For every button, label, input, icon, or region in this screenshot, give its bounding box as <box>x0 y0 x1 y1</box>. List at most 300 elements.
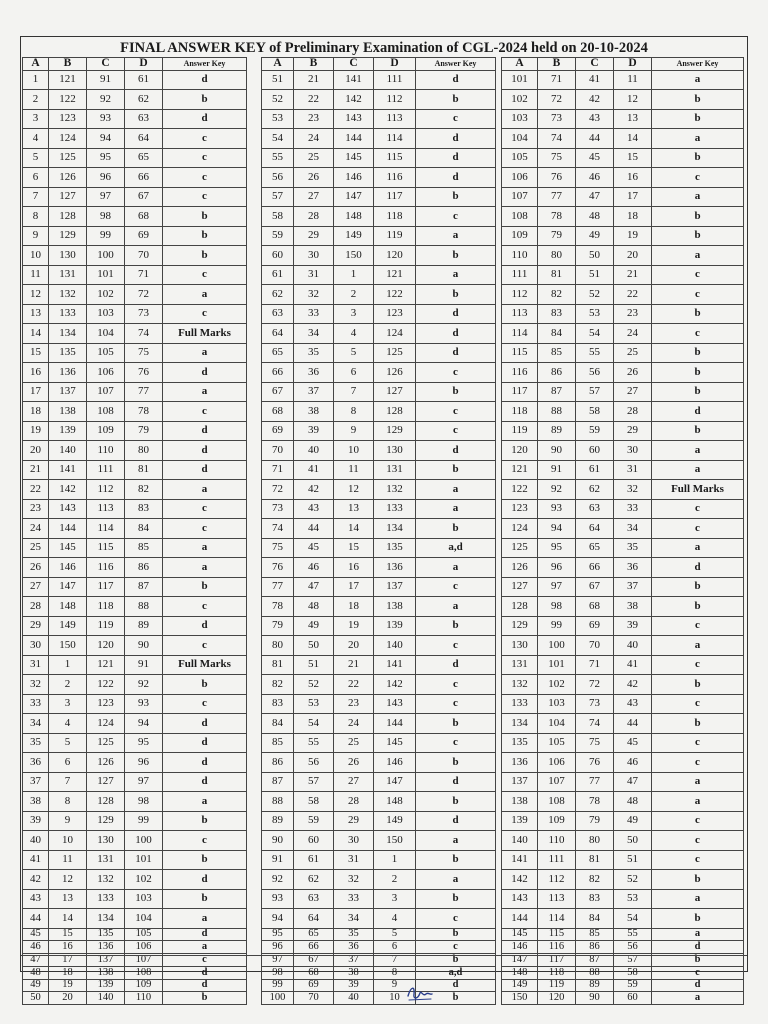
cell-a: 39 <box>23 811 49 831</box>
cell-c: 99 <box>87 226 125 246</box>
cell-b: 41 <box>294 460 334 480</box>
cell-answer-key: c <box>652 655 744 675</box>
cell-d: 53 <box>614 889 652 909</box>
cell-b: 28 <box>294 207 334 227</box>
cell-c: 2 <box>334 285 374 305</box>
cell-a: 139 <box>502 811 538 831</box>
cell-answer-key: d <box>416 129 496 149</box>
cell-a: 131 <box>502 655 538 675</box>
table-row <box>502 636 744 656</box>
cell-d: 113 <box>374 109 416 129</box>
table-row <box>262 636 496 656</box>
cell-a: 62 <box>262 285 294 305</box>
table-row <box>23 70 247 90</box>
table-row <box>262 941 496 954</box>
cell-c: 58 <box>576 402 614 422</box>
cell-b: 112 <box>538 870 576 890</box>
cell-c: 70 <box>576 636 614 656</box>
cell-a: 108 <box>502 207 538 227</box>
cell-a: 54 <box>262 129 294 149</box>
cell-a: 149 <box>502 979 538 992</box>
cell-answer-key: c <box>163 954 247 967</box>
cell-b: 72 <box>538 90 576 110</box>
cell-b: 86 <box>538 363 576 383</box>
cell-a: 40 <box>23 831 49 851</box>
table-row <box>23 616 247 636</box>
cell-d: 127 <box>374 382 416 402</box>
cell-c: 64 <box>576 519 614 539</box>
cell-answer-key: b <box>416 714 496 734</box>
table-row <box>23 441 247 461</box>
cell-c: 115 <box>87 538 125 558</box>
cell-answer-key: b <box>163 226 247 246</box>
cell-d: 4 <box>374 909 416 929</box>
cell-b: 76 <box>538 168 576 188</box>
table-row <box>502 265 744 285</box>
cell-a: 80 <box>262 636 294 656</box>
cell-a: 33 <box>23 694 49 714</box>
cell-b: 97 <box>538 577 576 597</box>
header-b: B <box>49 58 87 71</box>
cell-answer-key: a <box>652 889 744 909</box>
cell-a: 119 <box>502 421 538 441</box>
cell-b: 147 <box>49 577 87 597</box>
cell-b: 148 <box>49 597 87 617</box>
cell-d: 110 <box>125 992 163 1005</box>
cell-d: 74 <box>125 324 163 344</box>
table-row <box>502 90 744 110</box>
cell-b: 16 <box>49 941 87 954</box>
cell-a: 41 <box>23 850 49 870</box>
cell-d: 114 <box>374 129 416 149</box>
cell-c: 48 <box>576 207 614 227</box>
cell-d: 148 <box>374 792 416 812</box>
cell-c: 71 <box>576 655 614 675</box>
cell-d: 116 <box>374 168 416 188</box>
cell-d: 71 <box>125 265 163 285</box>
cell-a: 106 <box>502 168 538 188</box>
cell-a: 53 <box>262 109 294 129</box>
cell-a: 137 <box>502 772 538 792</box>
table-row <box>262 129 496 149</box>
cell-c: 93 <box>87 109 125 129</box>
table-row <box>23 324 247 344</box>
header-b: B <box>538 58 576 71</box>
cell-a: 5 <box>23 148 49 168</box>
cell-a: 35 <box>23 733 49 753</box>
table-row <box>23 226 247 246</box>
table-row <box>262 226 496 246</box>
cell-answer-key: a <box>652 441 744 461</box>
cell-c: 49 <box>576 226 614 246</box>
cell-answer-key: a <box>163 285 247 305</box>
table-row <box>502 577 744 597</box>
cell-c: 87 <box>576 954 614 967</box>
cell-b: 20 <box>49 992 87 1005</box>
cell-b: 4 <box>49 714 87 734</box>
table-row <box>262 382 496 402</box>
cell-answer-key: d <box>416 304 496 324</box>
cell-a: 43 <box>23 889 49 909</box>
cell-b: 145 <box>49 538 87 558</box>
cell-c: 85 <box>576 928 614 941</box>
header-d: D <box>125 58 163 71</box>
cell-c: 35 <box>334 928 374 941</box>
table-row <box>502 402 744 422</box>
cell-c: 89 <box>576 979 614 992</box>
cell-a: 74 <box>262 519 294 539</box>
cell-answer-key: c <box>416 941 496 954</box>
cell-c: 103 <box>87 304 125 324</box>
cell-a: 29 <box>23 616 49 636</box>
cell-d: 21 <box>614 265 652 285</box>
cell-d: 126 <box>374 363 416 383</box>
cell-b: 88 <box>538 402 576 422</box>
cell-b: 49 <box>294 616 334 636</box>
cell-c: 46 <box>576 168 614 188</box>
cell-d: 48 <box>614 792 652 812</box>
answer-table-block-2 <box>261 57 496 1005</box>
table-row <box>262 207 496 227</box>
cell-b: 2 <box>49 675 87 695</box>
table-row <box>502 460 744 480</box>
table-row <box>23 870 247 890</box>
cell-c: 104 <box>87 324 125 344</box>
cell-b: 68 <box>294 966 334 979</box>
cell-c: 68 <box>576 597 614 617</box>
cell-a: 114 <box>502 324 538 344</box>
cell-answer-key: b <box>163 90 247 110</box>
cell-c: 63 <box>576 499 614 519</box>
cell-b: 96 <box>538 558 576 578</box>
cell-d: 33 <box>614 499 652 519</box>
cell-b: 21 <box>294 70 334 90</box>
cell-answer-key: a <box>163 382 247 402</box>
cell-c: 54 <box>576 324 614 344</box>
table-row <box>23 187 247 207</box>
table-row <box>23 363 247 383</box>
cell-c: 81 <box>576 850 614 870</box>
cell-b: 92 <box>538 480 576 500</box>
cell-d: 143 <box>374 694 416 714</box>
cell-answer-key: b <box>416 992 496 1005</box>
cell-d: 85 <box>125 538 163 558</box>
cell-c: 148 <box>334 207 374 227</box>
cell-b: 109 <box>538 811 576 831</box>
table-row <box>23 831 247 851</box>
cell-a: 56 <box>262 168 294 188</box>
cell-a: 98 <box>262 966 294 979</box>
cell-d: 54 <box>614 909 652 929</box>
cell-a: 57 <box>262 187 294 207</box>
answer-table-block-1 <box>22 57 247 1005</box>
cell-b: 25 <box>294 148 334 168</box>
table-row <box>502 850 744 870</box>
cell-c: 73 <box>576 694 614 714</box>
cell-b: 26 <box>294 168 334 188</box>
cell-a: 122 <box>502 480 538 500</box>
cell-c: 121 <box>87 655 125 675</box>
cell-answer-key: b <box>652 304 744 324</box>
cell-d: 145 <box>374 733 416 753</box>
cell-answer-key: b <box>652 109 744 129</box>
cell-a: 72 <box>262 480 294 500</box>
cell-c: 36 <box>334 941 374 954</box>
cell-a: 142 <box>502 870 538 890</box>
cell-c: 112 <box>87 480 125 500</box>
cell-c: 149 <box>334 226 374 246</box>
cell-b: 84 <box>538 324 576 344</box>
cell-d: 121 <box>374 265 416 285</box>
cell-answer-key: a <box>416 597 496 617</box>
cell-answer-key: c <box>416 577 496 597</box>
cell-answer-key: d <box>416 324 496 344</box>
cell-d: 47 <box>614 772 652 792</box>
cell-b: 32 <box>294 285 334 305</box>
cell-c: 22 <box>334 675 374 695</box>
cell-b: 46 <box>294 558 334 578</box>
table-row <box>262 928 496 941</box>
cell-a: 16 <box>23 363 49 383</box>
cell-a: 130 <box>502 636 538 656</box>
table-row <box>262 499 496 519</box>
cell-answer-key: c <box>163 519 247 539</box>
cell-c: 45 <box>576 148 614 168</box>
cell-d: 140 <box>374 636 416 656</box>
cell-a: 141 <box>502 850 538 870</box>
cell-a: 50 <box>23 992 49 1005</box>
cell-d: 119 <box>374 226 416 246</box>
table-row <box>262 519 496 539</box>
cell-answer-key: c <box>652 285 744 305</box>
cell-b: 134 <box>49 324 87 344</box>
cell-d: 67 <box>125 187 163 207</box>
cell-a: 117 <box>502 382 538 402</box>
table-row <box>502 811 744 831</box>
cell-a: 113 <box>502 304 538 324</box>
cell-b: 122 <box>49 90 87 110</box>
cell-a: 32 <box>23 675 49 695</box>
cell-c: 25 <box>334 733 374 753</box>
cell-a: 66 <box>262 363 294 383</box>
cell-answer-key: b <box>416 954 496 967</box>
table-row <box>23 499 247 519</box>
cell-c: 52 <box>576 285 614 305</box>
cell-c: 55 <box>576 343 614 363</box>
cell-a: 100 <box>262 992 294 1005</box>
header-a: A <box>262 58 294 71</box>
table-row <box>262 979 496 992</box>
cell-a: 99 <box>262 979 294 992</box>
cell-c: 74 <box>576 714 614 734</box>
cell-d: 125 <box>374 343 416 363</box>
cell-a: 18 <box>23 402 49 422</box>
cell-d: 90 <box>125 636 163 656</box>
cell-a: 128 <box>502 597 538 617</box>
cell-b: 66 <box>294 941 334 954</box>
cell-a: 26 <box>23 558 49 578</box>
cell-d: 9 <box>374 979 416 992</box>
table-row <box>23 636 247 656</box>
cell-b: 95 <box>538 538 576 558</box>
cell-a: 24 <box>23 519 49 539</box>
cell-c: 34 <box>334 909 374 929</box>
cell-a: 126 <box>502 558 538 578</box>
cell-d: 64 <box>125 129 163 149</box>
cell-d: 46 <box>614 753 652 773</box>
cell-a: 31 <box>23 655 49 675</box>
table-row <box>502 168 744 188</box>
cell-b: 93 <box>538 499 576 519</box>
cell-b: 12 <box>49 870 87 890</box>
cell-d: 7 <box>374 954 416 967</box>
cell-b: 14 <box>49 909 87 929</box>
cell-d: 91 <box>125 655 163 675</box>
cell-d: 150 <box>374 831 416 851</box>
cell-d: 97 <box>125 772 163 792</box>
cell-b: 113 <box>538 889 576 909</box>
cell-d: 80 <box>125 441 163 461</box>
cell-d: 14 <box>614 129 652 149</box>
table-row <box>502 992 744 1005</box>
cell-c: 108 <box>87 402 125 422</box>
signature-mark-icon <box>405 982 435 1004</box>
table-row <box>23 246 247 266</box>
table-row <box>23 928 247 941</box>
cell-answer-key: d <box>652 402 744 422</box>
cell-d: 15 <box>614 148 652 168</box>
cell-answer-key: b <box>163 207 247 227</box>
cell-answer-key: d <box>416 811 496 831</box>
cell-a: 19 <box>23 421 49 441</box>
cell-b: 58 <box>294 792 334 812</box>
cell-a: 4 <box>23 129 49 149</box>
cell-c: 79 <box>576 811 614 831</box>
cell-c: 132 <box>87 870 125 890</box>
cell-b: 71 <box>538 70 576 90</box>
table-row <box>262 304 496 324</box>
cell-answer-key: a <box>416 265 496 285</box>
table-row <box>23 675 247 695</box>
cell-d: 41 <box>614 655 652 675</box>
cell-b: 121 <box>49 70 87 90</box>
cell-a: 7 <box>23 187 49 207</box>
cell-c: 51 <box>576 265 614 285</box>
cell-b: 60 <box>294 831 334 851</box>
table-row <box>502 480 744 500</box>
table-row <box>23 421 247 441</box>
cell-answer-key: b <box>652 207 744 227</box>
cell-c: 21 <box>334 655 374 675</box>
cell-b: 123 <box>49 109 87 129</box>
cell-c: 11 <box>334 460 374 480</box>
cell-a: 73 <box>262 499 294 519</box>
cell-d: 78 <box>125 402 163 422</box>
cell-c: 94 <box>87 129 125 149</box>
cell-c: 33 <box>334 889 374 909</box>
cell-c: 14 <box>334 519 374 539</box>
table-row <box>502 538 744 558</box>
cell-d: 5 <box>374 928 416 941</box>
footer-rule <box>21 955 747 957</box>
cell-c: 137 <box>87 954 125 967</box>
cell-b: 137 <box>49 382 87 402</box>
cell-b: 139 <box>49 421 87 441</box>
table-row <box>262 694 496 714</box>
table-row <box>502 753 744 773</box>
table-row <box>502 655 744 675</box>
cell-b: 78 <box>538 207 576 227</box>
table-row <box>262 889 496 909</box>
cell-c: 84 <box>576 909 614 929</box>
cell-c: 139 <box>87 979 125 992</box>
cell-c: 128 <box>87 792 125 812</box>
cell-a: 14 <box>23 324 49 344</box>
cell-d: 87 <box>125 577 163 597</box>
cell-b: 48 <box>294 597 334 617</box>
cell-c: 4 <box>334 324 374 344</box>
cell-d: 149 <box>374 811 416 831</box>
cell-d: 44 <box>614 714 652 734</box>
header-d: D <box>614 58 652 71</box>
table-row <box>23 811 247 831</box>
cell-d: 101 <box>125 850 163 870</box>
cell-answer-key: a <box>163 538 247 558</box>
cell-a: 13 <box>23 304 49 324</box>
cell-c: 31 <box>334 850 374 870</box>
cell-answer-key: c <box>416 694 496 714</box>
cell-a: 116 <box>502 363 538 383</box>
cell-b: 57 <box>294 772 334 792</box>
cell-answer-key: c <box>163 168 247 188</box>
cell-c: 118 <box>87 597 125 617</box>
cell-b: 102 <box>538 675 576 695</box>
cell-a: 133 <box>502 694 538 714</box>
cell-a: 69 <box>262 421 294 441</box>
cell-d: 139 <box>374 616 416 636</box>
cell-d: 1 <box>374 850 416 870</box>
cell-answer-key: b <box>652 226 744 246</box>
cell-d: 35 <box>614 538 652 558</box>
cell-answer-key: a <box>652 70 744 90</box>
cell-b: 107 <box>538 772 576 792</box>
cell-a: 101 <box>502 70 538 90</box>
cell-c: 41 <box>576 70 614 90</box>
table-row <box>262 187 496 207</box>
cell-b: 5 <box>49 733 87 753</box>
cell-c: 124 <box>87 714 125 734</box>
cell-answer-key: a <box>163 343 247 363</box>
cell-c: 57 <box>576 382 614 402</box>
answer-table-block-3 <box>501 57 744 1005</box>
cell-b: 3 <box>49 694 87 714</box>
table-row <box>262 772 496 792</box>
table-row <box>23 992 247 1005</box>
cell-d: 29 <box>614 421 652 441</box>
cell-answer-key: c <box>652 850 744 870</box>
cell-c: 77 <box>576 772 614 792</box>
cell-b: 98 <box>538 597 576 617</box>
cell-c: 38 <box>334 966 374 979</box>
cell-c: 98 <box>87 207 125 227</box>
table-row <box>262 343 496 363</box>
cell-c: 141 <box>334 70 374 90</box>
cell-d: 81 <box>125 460 163 480</box>
table-row <box>502 889 744 909</box>
cell-answer-key: d <box>163 870 247 890</box>
cell-d: 93 <box>125 694 163 714</box>
cell-c: 61 <box>576 460 614 480</box>
